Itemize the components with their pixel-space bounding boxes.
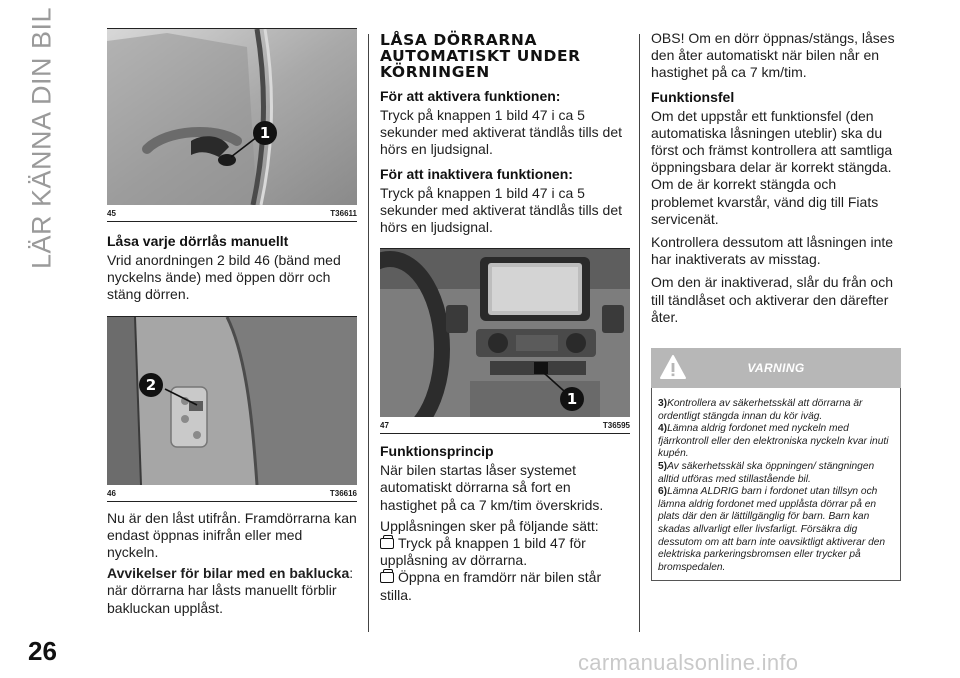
figure-45-caption	[107, 205, 357, 221]
figure-46-number: 46	[107, 488, 116, 498]
warning-block	[651, 348, 901, 581]
bullet-icon	[380, 538, 394, 549]
bullet-1	[380, 535, 630, 569]
warning-box	[651, 388, 901, 581]
heading-activate: För att aktivera funktionen:	[380, 88, 561, 104]
figure-47-code: T36595	[602, 421, 630, 431]
para-manual-lock: Vrid anordningen 2 bild 46 (bänd med nyckelns ände) med öppen dörr och stäng dörren.	[107, 252, 341, 303]
column-3	[651, 28, 901, 581]
heading-fault: Funktionsfel	[651, 88, 735, 105]
callout-2: 2	[145, 375, 157, 394]
section-title-text: LÄR KÄNNA DIN BIL	[26, 6, 57, 270]
para-deviation	[107, 565, 357, 617]
heading-deactivate: För att inaktivera funktionen:	[380, 165, 573, 182]
column-divider-2	[639, 34, 640, 632]
para-deactivate: Tryck på knappen 1 bild 47 i ca 5 sekunder med aktiverat tändlås tills det hörs en ljudsignal.	[380, 184, 623, 236]
figure-45	[107, 28, 357, 222]
warning-item-4: 4)Lämna aldrig fordonet med nyckeln med fjärrkontroll eller den elektroniska nyckeln kvar inuti kupén.	[658, 423, 889, 460]
bullet-1-text: Tryck på knappen 1 bild 47 för upplåsning av dörrarna.	[380, 535, 586, 569]
para-check: Kontrollera dessutom att låsningen inte har inaktiverats av misstag.	[651, 234, 894, 268]
heading-auto-lock: LÅSA DÖRRARNA AUTOMATISKT UNDER KÖRNINGEN	[380, 31, 581, 81]
callout-1-dash: 1	[566, 390, 578, 409]
door-lock-mechanism-photo	[107, 317, 357, 485]
figure-45-number: 45	[107, 209, 116, 218]
figure-46-caption	[107, 485, 357, 501]
column-1	[107, 28, 357, 617]
warning-header	[651, 348, 901, 388]
page-number: 26	[28, 636, 57, 666]
bullet-icon	[380, 572, 394, 583]
figure-47	[380, 248, 630, 434]
column-2	[380, 28, 630, 604]
para-locked-outside: Nu är den låst utifrån. Framdörrarna kan endast öppnas inifrån eller med nyckeln.	[107, 509, 357, 561]
watermark: carmanualsonline.info	[578, 650, 799, 675]
para-note: OBS! Om en dörr öppnas/stängs, låses den åter automatiskt när bilen når en hastighet på ca 7 km/tim.	[651, 30, 895, 81]
warning-item-5: 5)Av säkerhetsskäl ska öppningen/ stängningen alltid utföras med stillastående bil.	[658, 461, 875, 485]
deviation-text: : när dörrarna har låsts manuellt förblir bakluckan upplåst.	[107, 565, 354, 616]
para-unlock: Upplåsningen sker på följande sätt:	[380, 517, 599, 534]
figure-47-number: 47	[380, 421, 389, 431]
bullet-2-text: Öppna en framdörr när bilen står stilla.	[380, 569, 602, 603]
figure-46-code: T36616	[329, 488, 357, 498]
warning-item-6: 6)Lämna ALDRIG barn i fordonet utan tillsyn och lämna aldrig fordonet med upplåsta dörrar på en plats där den är lättillgänglig för barn. Barn kan skadas allvarligt eller livsfarligt. Försäkra dig dessutom om att barn inte oavsiktligt aktiverar den elektriska parkeringsbromsen eller trycker på bromspedalen.	[658, 486, 886, 573]
dashboard-photo	[380, 249, 630, 417]
para-principle: När bilen startas låser systemet automatiskt dörrarna så fort en hastighet på ca 7 km/tim överskrids.	[380, 462, 604, 513]
door-handle-photo	[107, 29, 357, 205]
callout-1: 1	[259, 124, 271, 142]
deviation-bold: Avvikelser för bilar med en baklucka	[107, 565, 350, 582]
heading-manual-lock: Låsa varje dörrlås manuellt	[107, 233, 289, 249]
column-divider-1	[368, 34, 369, 632]
figure-46	[107, 316, 357, 502]
warning-triangle-icon	[659, 354, 687, 380]
figure-45-code: T36611	[330, 209, 357, 218]
bullet-2	[380, 569, 630, 603]
para-fault: Om det uppstår ett funktionsfel (den automatiska låsningen uteblir) ska du först och främst kontrollera att samtliga öppningsbara delar är korrekt stängda. Om de är korrekt stängda och problemet kvarstår, vänd dig till Fiats servicenät.	[651, 107, 893, 227]
warning-item-3: 3)Kontrollera av säkerhetsskäl att dörrarna är ordentligt stängda innan du kör iväg.	[658, 398, 863, 422]
warning-title: VARNING	[747, 361, 805, 376]
heading-principle: Funktionsprincip	[380, 443, 494, 460]
section-side-title	[12, 6, 72, 270]
para-reactivate: Om den är inaktiverad, slår du från och till tändlåset och aktiverar den därefter åter.	[651, 274, 894, 325]
para-activate: Tryck på knappen 1 bild 47 i ca 5 sekunder med aktiverat tändlås tills det hörs en ljudsignal.	[380, 107, 623, 158]
figure-47-caption	[380, 417, 630, 433]
